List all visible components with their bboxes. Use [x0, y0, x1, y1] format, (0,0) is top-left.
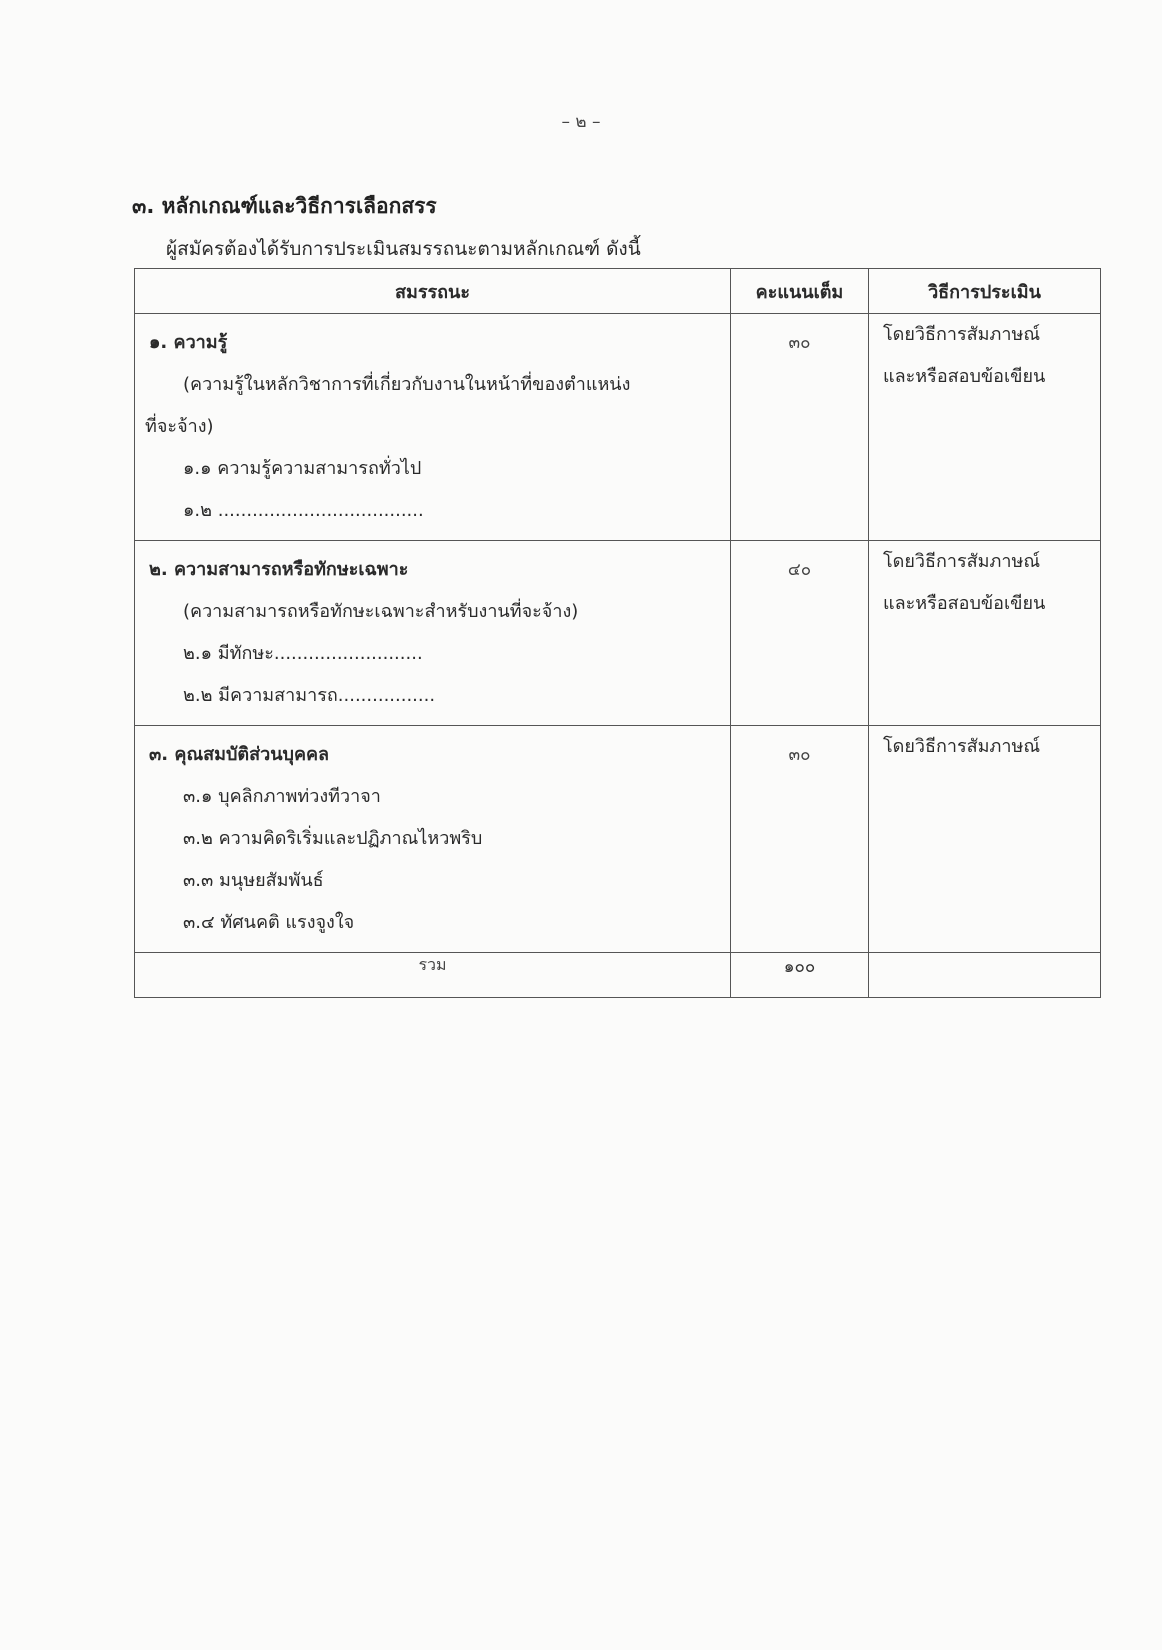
table-row	[135, 541, 1101, 726]
method-line: โดยวิธีการสัมภาษณ์	[883, 736, 1041, 757]
method-line: และหรือสอบข้อเขียน	[883, 593, 1046, 614]
sub-item: ๓.๑ บุคลิกภาพท่วงทีวาจา	[183, 786, 381, 807]
method-cell	[869, 726, 1101, 953]
score-cell	[731, 726, 869, 953]
score-value: ๔๐	[787, 560, 812, 580]
sub-item: ๑.๑ ความรู้ความสามารถทั่วไป	[183, 458, 422, 479]
section-intro: ผู้สมัครต้องได้รับการประเมินสมรรถนะตามหลักเกณฑ์ ดังนี้	[166, 238, 641, 260]
method-cell	[869, 314, 1101, 541]
table-row	[135, 314, 1101, 541]
total-score: ๑๐๐	[731, 953, 869, 998]
competency-title: ๑. ความรู้	[149, 332, 228, 353]
competency-title: ๒. ความสามารถหรือทักษะเฉพาะ	[149, 559, 409, 580]
score-value: ๓๐	[788, 333, 811, 353]
method-cell	[869, 541, 1101, 726]
method-line: โดยวิธีการสัมภาษณ์	[883, 324, 1041, 345]
competency-description: (ความสามารถหรือทักษะเฉพาะสำหรับงานที่จะจ้าง)	[183, 601, 579, 622]
page-number: – ๒ –	[561, 112, 601, 132]
competency-cell	[135, 541, 731, 726]
total-label: รวม	[135, 953, 731, 998]
competency-description: (ความรู้ในหลักวิชาการที่เกี่ยวกับงานในหน้าที่ของตำแหน่ง	[183, 374, 631, 395]
method-line: โดยวิธีการสัมภาษณ์	[883, 551, 1041, 572]
competency-title: ๓. คุณสมบัติส่วนบุคคล	[149, 744, 330, 765]
method-line: และหรือสอบข้อเขียน	[883, 366, 1046, 387]
score-value: ๓๐	[788, 745, 811, 765]
sub-item: ๑.๒ ....................................	[183, 500, 424, 521]
sub-item: ๒.๑ มีทักษะ..........................	[183, 643, 423, 664]
criteria-table	[134, 268, 1101, 998]
table-header-row	[135, 269, 1101, 314]
table-row	[135, 726, 1101, 953]
total-row	[135, 953, 1101, 998]
sub-item: ๓.๓ มนุษยสัมพันธ์	[183, 870, 324, 891]
header-full-score: คะแนนเต็ม	[731, 269, 869, 314]
score-cell	[731, 541, 869, 726]
sub-item: ๓.๒ ความคิดริเริ่มและปฏิภาณไหวพริบ	[183, 828, 483, 849]
competency-cell	[135, 314, 731, 541]
total-method-empty	[869, 953, 1101, 998]
competency-description-cont: ที่จะจ้าง)	[145, 416, 214, 437]
sub-item: ๓.๔ ทัศนคติ แรงจูงใจ	[183, 912, 355, 933]
score-cell	[731, 314, 869, 541]
header-competency: สมรรถนะ	[135, 269, 731, 314]
sub-item: ๒.๒ มีความสามารถ.................	[183, 685, 436, 706]
section-heading: ๓. หลักเกณฑ์และวิธีการเลือกสรร	[132, 194, 437, 218]
header-method: วิธีการประเมิน	[869, 269, 1101, 314]
competency-cell	[135, 726, 731, 953]
